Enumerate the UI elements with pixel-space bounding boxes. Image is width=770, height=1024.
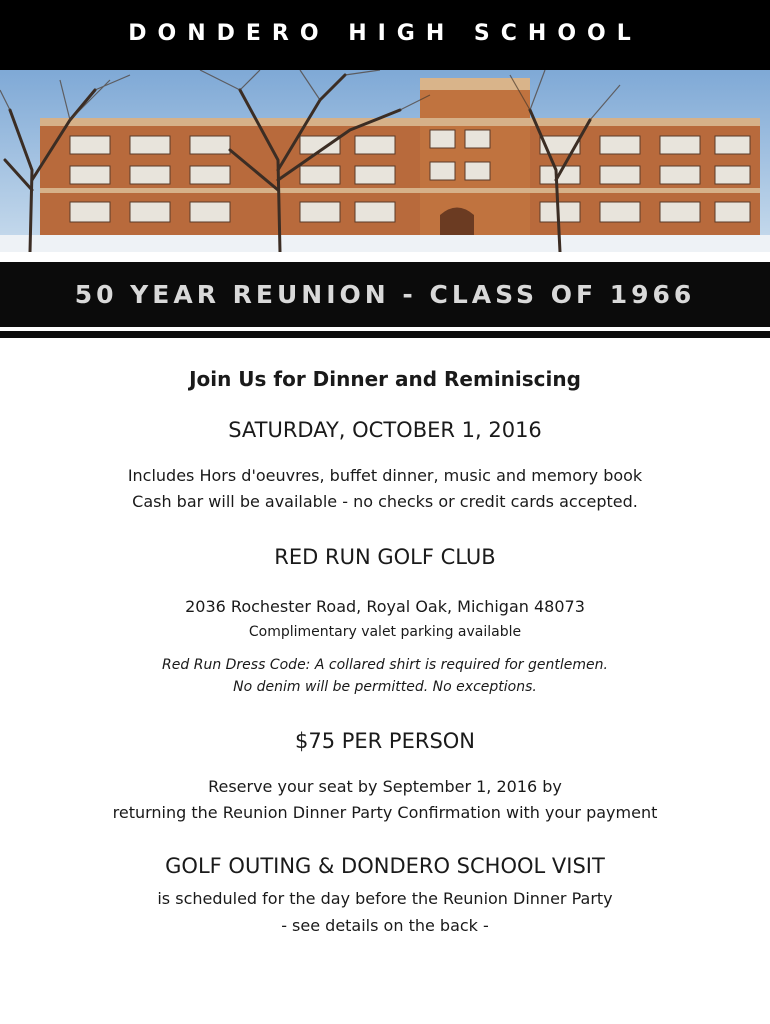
reunion-title: 50 YEAR REUNION - CLASS OF 1966 xyxy=(74,280,696,309)
event-date: SATURDAY, OCTOBER 1, 2016 xyxy=(228,418,542,442)
reunion-title-bar xyxy=(0,262,770,327)
golf-line-1: is scheduled for the day before the Reunion Dinner Party xyxy=(157,889,613,908)
top-banner xyxy=(0,0,770,70)
parking-text: Complimentary valet parking available xyxy=(248,624,522,640)
reserve-line-2: returning the Reunion Dinner Party Confirmation with your payment xyxy=(112,803,658,822)
dress-code-line-2: No denim will be permitted. No exceptions. xyxy=(233,679,537,695)
venue-name: RED RUN GOLF CLUB xyxy=(274,545,496,569)
cash-bar-text: Cash bar will be available - no checks or credit cards accepted. xyxy=(132,492,638,511)
divider xyxy=(0,331,770,338)
reserve-line-1: Reserve your seat by September 1, 2016 by xyxy=(208,777,562,796)
price: $75 PER PERSON xyxy=(294,729,476,753)
school-building-photo xyxy=(0,70,770,252)
dress-code-line-1: Red Run Dress Code: A collared shirt is required for gentlemen. xyxy=(162,657,608,673)
school-name: DONDERO HIGH SCHOOL xyxy=(128,20,642,46)
golf-line-2: - see details on the back - xyxy=(281,916,489,935)
reunion-band xyxy=(0,252,770,340)
golf-title: GOLF OUTING & DONDERO SCHOOL VISIT xyxy=(165,854,605,878)
invitation-headline: Join Us for Dinner and Reminiscing xyxy=(189,367,581,391)
includes-text: Includes Hors d'oeuvres, buffet dinner, music and memory book xyxy=(127,466,643,485)
venue-address: 2036 Rochester Road, Royal Oak, Michigan 48073 xyxy=(185,597,585,616)
